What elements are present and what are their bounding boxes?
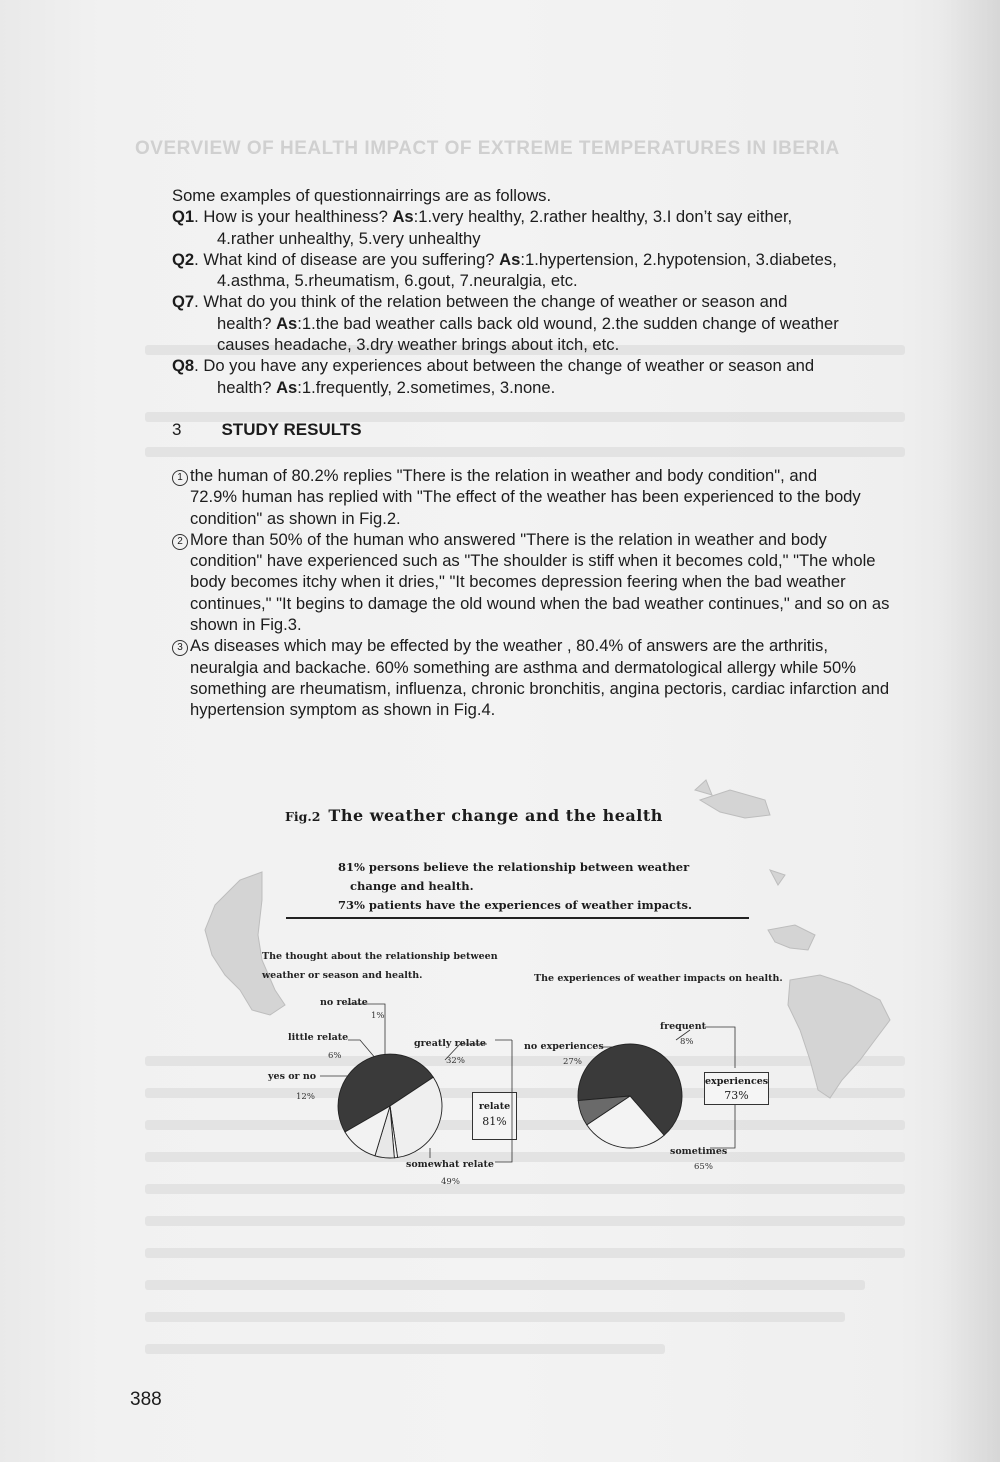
result-3-line1: As diseases which may be effected by the weather , 80.4% of answers are the arthritis, bbox=[190, 636, 828, 656]
figure-summary-line-3: 73% patients have the experiences of weather impacts. bbox=[338, 898, 692, 912]
leader-sometimes bbox=[710, 1104, 735, 1148]
chart2-label-sometimes: sometimes bbox=[670, 1146, 728, 1157]
chart1-label-little-relate: little relate bbox=[288, 1032, 349, 1043]
chart1-label-yes-or-no: yes or no bbox=[268, 1071, 317, 1082]
q1-answers-1: :1.very healthy, 2.rather healthy, 3.I don’t say either, bbox=[413, 207, 793, 227]
q2-label: Q2 bbox=[172, 249, 195, 269]
q1-text: . How is your healthiness? bbox=[194, 207, 393, 227]
q7-answers-2: :1.the bad weather calls back old wound, 2.the sudden change of weather bbox=[297, 313, 839, 333]
q1-label: Q1 bbox=[172, 207, 195, 227]
q1-as: As bbox=[392, 207, 414, 227]
q7-text-1: . What do you think of the relation between the change of weather or season and bbox=[194, 292, 788, 312]
circled-number-1: 1 bbox=[172, 470, 188, 486]
chart1-value-no-relate: 1% bbox=[371, 1011, 385, 1021]
q2-answers-2: 4.asthma, 5.rheumatism, 6.gout, 7.neuralgia, etc. bbox=[217, 271, 578, 291]
leader-frequent bbox=[705, 1027, 735, 1068]
result-1-rest: 72.9% human has replied with "The effect of the weather has been experienced to the body condition" as shown in Fig.2. bbox=[190, 487, 861, 528]
q8-label: Q8 bbox=[172, 356, 195, 376]
circled-number-2: 2 bbox=[172, 534, 188, 550]
q7-text-2: health? bbox=[217, 313, 277, 333]
chart2-value-no-experiences: 27% bbox=[563, 1057, 582, 1067]
chart2-group-label: experiences bbox=[705, 1076, 769, 1087]
figure-label: Fig.2 bbox=[285, 809, 321, 824]
chart2-title: The experiences of weather impacts on health. bbox=[534, 973, 783, 984]
q2-text: . What kind of disease are you suffering? bbox=[194, 249, 500, 269]
leader-greatly-relate bbox=[445, 1044, 487, 1060]
result-2-rest: condition" have experienced such as "The shoulder is stiff when it becomes cold," "The whole body becomes itchy when it dries," "It becomes depression feering when the bad weather continues," "It begins to damage the old wound when the bad weather continues," and so on as shown in Fig.3. bbox=[190, 551, 890, 635]
q7-answers-3: causes headache, 3.dry weather brings about itch, etc. bbox=[217, 335, 620, 355]
chart1-title-line-2: weather or season and health. bbox=[262, 970, 423, 981]
q8-as: As bbox=[276, 377, 298, 397]
q2-answers-1: :1.hypertension, 2.hypotension, 3.diabetes, bbox=[520, 249, 837, 269]
figure-summary-line-1: 81% persons believe the relationship between weather bbox=[338, 860, 690, 874]
bracket-chart1 bbox=[495, 1040, 512, 1162]
chart1-label-greatly-relate: greatly relate bbox=[414, 1038, 486, 1049]
figure-summary-line-2: change and health. bbox=[350, 879, 474, 893]
leader-frequent-slice bbox=[676, 1030, 690, 1040]
circled-number-3: 3 bbox=[172, 640, 188, 656]
figure-title: The weather change and the health bbox=[328, 806, 663, 825]
chart1-label-somewhat-relate: somewhat relate bbox=[406, 1159, 494, 1170]
q2-as: As bbox=[499, 249, 521, 269]
result-3-rest: neuralgia and backache. 60% something are asthma and dermatological allergy while 50% something are rheumatism, influenza, chronic bronchitis, angina pectoris, cardiac infarction and hypertension symptom as shown in Fig.4. bbox=[190, 657, 890, 720]
result-2-line1: More than 50% of the human who answered "There is the relation in weather and body bbox=[190, 529, 827, 549]
bleed-through-title: OVERVIEW OF HEALTH IMPACT OF EXTREME TEMPERATURES IN IBERIA bbox=[135, 138, 840, 159]
q8-text-1: . Do you have any experiences about between the change of weather or season and bbox=[194, 356, 815, 376]
chart2-group-value: 73% bbox=[724, 1089, 749, 1102]
chart2-label-frequent: frequent bbox=[660, 1021, 707, 1032]
leader-no-relate bbox=[345, 1004, 385, 1056]
chart1-title-line-1: The thought about the relationship between bbox=[262, 951, 498, 962]
chart1-value-greatly-relate: 32% bbox=[446, 1056, 465, 1066]
q8-text-2: health? bbox=[217, 377, 277, 397]
section-title: STUDY RESULTS bbox=[221, 420, 362, 439]
chart2-value-sometimes: 65% bbox=[694, 1162, 713, 1172]
chart1-group-label: relate bbox=[478, 1101, 511, 1112]
chart1-value-yes-or-no: 12% bbox=[296, 1092, 315, 1102]
q7-label: Q7 bbox=[172, 292, 195, 312]
chart1-value-little-relate: 6% bbox=[328, 1051, 342, 1061]
section-number: 3 bbox=[172, 420, 182, 439]
chart1-value-somewhat-relate: 49% bbox=[441, 1177, 460, 1187]
chart2-label-no-experiences: no experiences bbox=[524, 1041, 604, 1052]
intro-lead: Some examples of questionnairrings are as follows. bbox=[172, 186, 552, 205]
chart2-value-frequent: 8% bbox=[680, 1037, 694, 1047]
q8-answers-2: :1.frequently, 2.sometimes, 3.none. bbox=[297, 377, 556, 397]
q1-answers-2: 4.rather unhealthy, 5.very unhealthy bbox=[217, 228, 481, 248]
chart1-label-no-relate: no relate bbox=[320, 997, 368, 1008]
q7-as: As bbox=[276, 313, 298, 333]
chart1-group-value: 81% bbox=[482, 1115, 507, 1128]
result-1-line1: the human of 80.2% replies "There is the relation in weather and body condition", and bbox=[190, 466, 818, 485]
page-number: 388 bbox=[130, 1389, 162, 1410]
